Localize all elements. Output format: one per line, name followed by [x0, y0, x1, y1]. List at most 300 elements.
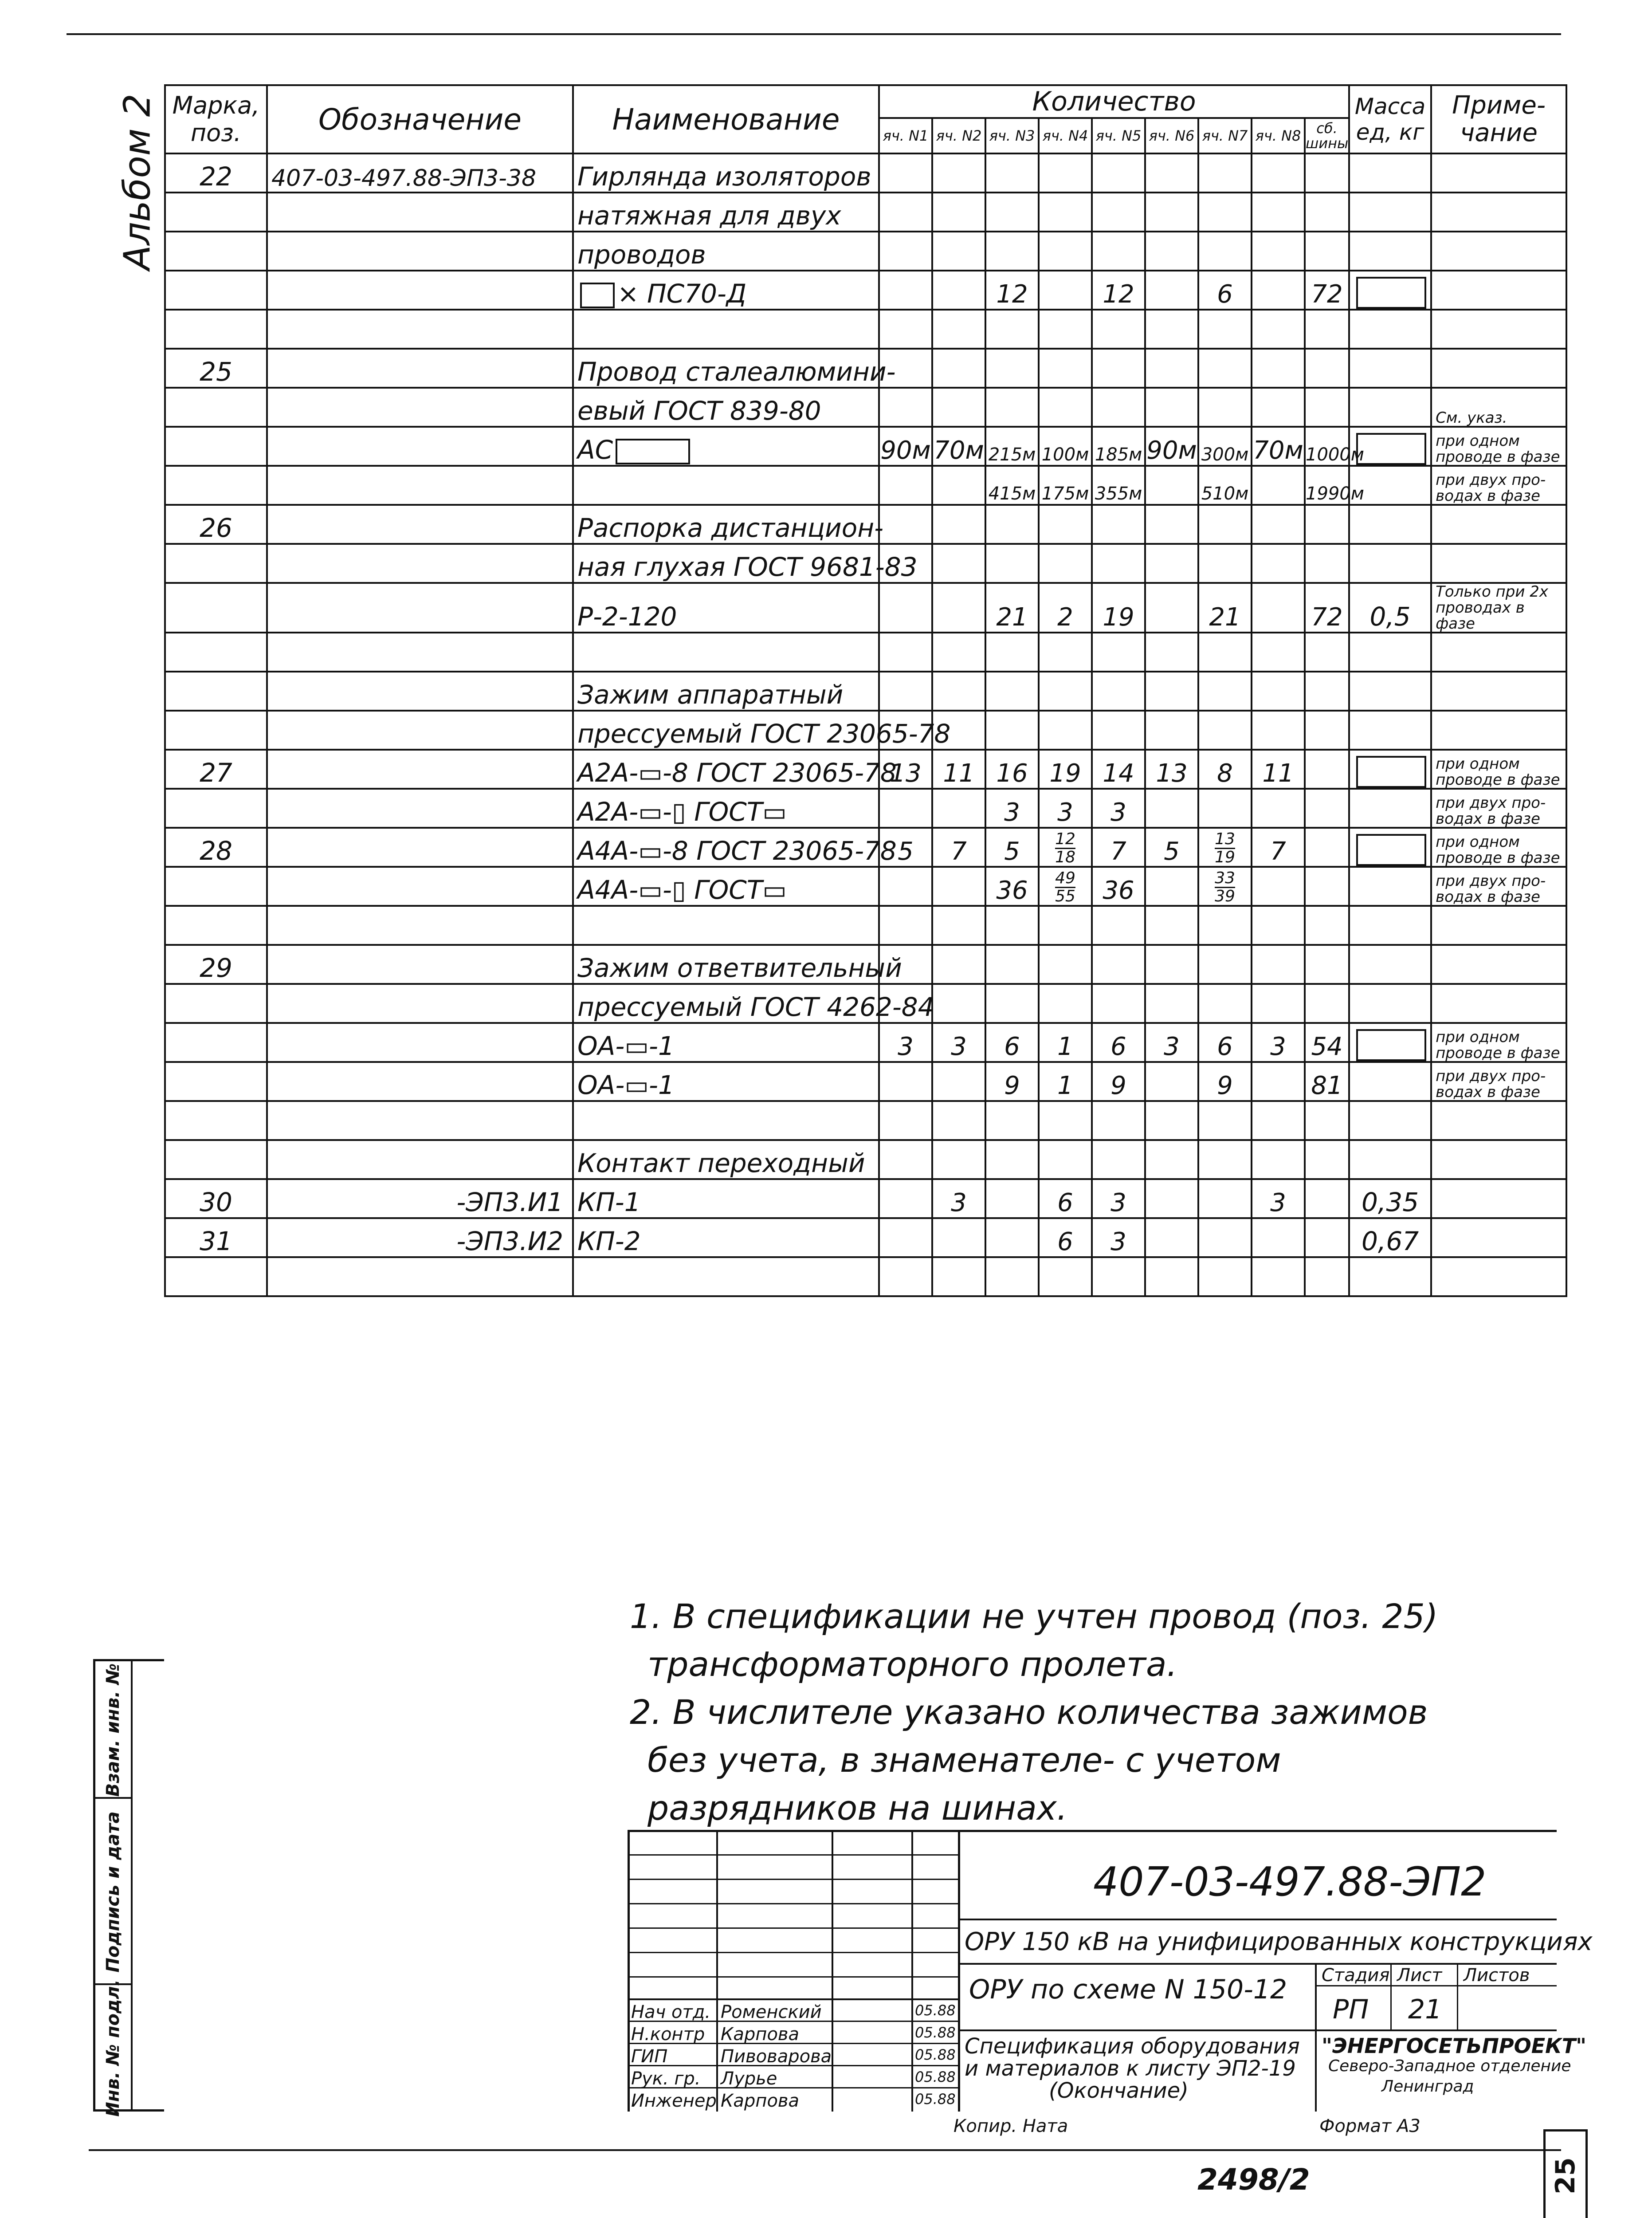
quantity-cell [1305, 1257, 1349, 1296]
name-cell [573, 310, 879, 349]
note-cell: Только при 2х проводах в фазе [1431, 583, 1566, 633]
quantity-cell [879, 1179, 932, 1218]
quantity-cell [879, 153, 932, 193]
quantity-cell [1145, 867, 1198, 906]
position-cell [165, 1062, 267, 1101]
quantity-cell [1305, 388, 1349, 427]
name-cell [573, 583, 879, 633]
designation-cell: -ЭП3.И1 [267, 1179, 573, 1218]
quantity-cell [985, 1179, 1039, 1218]
name-text: Гирлянда изоляторов [577, 161, 871, 192]
name-cell [573, 232, 879, 271]
quantity-cell [1252, 193, 1305, 232]
quantity-cell [1145, 349, 1198, 388]
quantity-cell [1252, 867, 1305, 906]
quantity-cell [1039, 505, 1092, 544]
quantity-cell: 9 [985, 1062, 1039, 1101]
note-cell [1431, 232, 1566, 271]
note-line: без учета, в знаменателе- с учетом [647, 1740, 1281, 1780]
person-date: 05.88 [915, 2046, 956, 2063]
quantity-cell: 12 [1092, 271, 1145, 310]
quantity-cell [1145, 310, 1198, 349]
person-role: Инженер [631, 2091, 717, 2111]
org-department: Северо-Западное отделение [1328, 2057, 1571, 2075]
quantity-cell [1145, 1101, 1198, 1140]
header-cell-6: яч. N6 [1145, 118, 1198, 153]
position-cell: 25 [165, 349, 267, 388]
person-name: Карпова [721, 2091, 800, 2111]
header-name: Наименование [573, 85, 879, 153]
table-row [165, 583, 1566, 633]
quantity-cell [932, 583, 985, 633]
quantity-cell: 510м [1198, 466, 1252, 505]
name-text: ОА-▭-1 [577, 1070, 675, 1100]
quantity-cell: 11 [932, 750, 985, 789]
designation-cell [267, 1062, 573, 1101]
note-cell [1431, 672, 1566, 711]
quantity-cell [985, 153, 1039, 193]
quantity-cell: 12 [985, 271, 1039, 310]
quantity-cell [1039, 711, 1092, 750]
quantity-cell [1092, 232, 1145, 271]
quantity-cell [932, 544, 985, 583]
header-quantity: Количество [879, 85, 1349, 118]
table-row [165, 1023, 1566, 1062]
note-cell: при двух про-водах в фазе [1431, 789, 1566, 828]
name-text: Зажим ответвительный [577, 953, 902, 983]
fraction-value: $\frac{13}{19}$ [1215, 830, 1235, 866]
quantity-cell [1305, 505, 1349, 544]
copied-by: Копир. Ната [954, 2116, 1068, 2136]
note-cell [1431, 1179, 1566, 1218]
quantity-cell: 3 [1145, 1023, 1198, 1062]
quantity-cell [932, 906, 985, 945]
mass-cell [1349, 867, 1431, 906]
designation-cell [267, 583, 573, 633]
name-cell [573, 984, 934, 1023]
note-cell: при двух про-водах в фазе [1431, 1062, 1566, 1101]
quantity-cell: 1990м [1305, 466, 1349, 505]
table-row [165, 867, 1566, 906]
quantity-cell [985, 1101, 1039, 1140]
side-cell-inventory [95, 1979, 131, 2117]
quantity-cell [932, 1140, 985, 1179]
quantity-cell: 1 [1039, 1023, 1092, 1062]
quantity-cell: 3 [879, 1023, 932, 1062]
position-cell: 28 [165, 828, 267, 867]
mass-cell [1349, 984, 1431, 1023]
quantity-cell [879, 1062, 932, 1101]
format-label: Формат А3 [1319, 2116, 1420, 2136]
quantity-cell [1039, 1140, 1092, 1179]
position-cell: 30 [165, 1179, 267, 1218]
org-name: "ЭНЕРГОСЕТЬПРОЕКТ" [1322, 2034, 1587, 2058]
header-note: Приме-чание [1431, 85, 1566, 153]
designation-cell: -ЭП3.И2 [267, 1218, 573, 1257]
quantity-cell [1198, 945, 1252, 984]
header-mark: Марка, поз. [165, 85, 267, 153]
position-cell [165, 906, 267, 945]
table-row [165, 1062, 1566, 1101]
quantity-cell [1145, 789, 1198, 828]
quantity-cell: 3 [1039, 789, 1092, 828]
mass-cell [1349, 544, 1431, 583]
quantity-cell: 3 [1092, 789, 1145, 828]
quantity-cell [1305, 672, 1349, 711]
quantity-cell [1039, 906, 1092, 945]
name-cell [573, 427, 879, 466]
quantity-cell [1252, 672, 1305, 711]
quantity-cell [1039, 1101, 1092, 1140]
quantity-cell: 14 [1092, 750, 1145, 789]
name-text: Провод сталеалюмини- [577, 357, 896, 387]
quantity-cell: 90м [1145, 427, 1198, 466]
quantity-cell: 70м [932, 427, 985, 466]
position-cell [165, 789, 267, 828]
note-cell: при двух про-водах в фазе [1431, 867, 1566, 906]
quantity-cell [879, 672, 932, 711]
quantity-cell [1198, 310, 1252, 349]
table-row [165, 789, 1566, 828]
name-cell [573, 672, 879, 711]
note-cell [1431, 945, 1566, 984]
header-mass: Масса ед, кг [1349, 85, 1431, 153]
note-line: 1. В спецификации не учтен провод (поз. 25) [630, 1597, 1438, 1636]
mass-cell [1349, 232, 1431, 271]
quantity-cell [1252, 789, 1305, 828]
table-row [165, 750, 1566, 789]
quantity-cell [1092, 310, 1145, 349]
designation-cell [267, 867, 573, 906]
name-cell [573, 828, 897, 867]
quantity-cell [932, 867, 985, 906]
quantity-cell [1252, 544, 1305, 583]
quantity-cell: 3 [985, 789, 1039, 828]
name-cell [573, 1257, 879, 1296]
quantity-cell [879, 505, 932, 544]
table-row [165, 505, 1566, 544]
mass-cell [1349, 505, 1431, 544]
quantity-cell [932, 232, 985, 271]
position-cell [165, 271, 267, 310]
side-label-signature: Подпись и дата [103, 1811, 123, 1973]
designation-cell [267, 193, 573, 232]
mass-cell [1349, 388, 1431, 427]
mass-cell [1349, 711, 1431, 750]
position-cell [165, 1257, 267, 1296]
quantity-cell: 16 [985, 750, 1039, 789]
quantity-cell [985, 945, 1039, 984]
note-cell: при одном проводе в фазе [1431, 750, 1566, 789]
name-text: Распорка дистанцион- [577, 513, 884, 543]
page-number-stamp [1543, 2129, 1588, 2218]
quantity-cell [985, 633, 1039, 672]
scheme-name: ОРУ по схеме N 150-12 [969, 1974, 1287, 2005]
quantity-cell: 13 [1145, 750, 1198, 789]
name-text: прессуемый ГОСТ 23065-78 [577, 719, 951, 749]
note-cell [1431, 349, 1566, 388]
table-row [165, 828, 1566, 867]
side-empty-column [131, 1661, 168, 2109]
quantity-cell [1039, 672, 1092, 711]
note-cell [1431, 711, 1566, 750]
quantity-cell [1092, 544, 1145, 583]
inventory-number: 2498/2 [1197, 2163, 1310, 2197]
name-cell [573, 1218, 879, 1257]
quantity-cell [1252, 633, 1305, 672]
table-row [165, 232, 1566, 271]
name-cell [573, 271, 879, 310]
quantity-cell [985, 544, 1039, 583]
blank-box [616, 439, 690, 464]
name-cell [573, 750, 897, 789]
quantity-cell [1305, 544, 1349, 583]
side-label-replacement: Взам. инв. № [103, 1663, 123, 1797]
designation-cell [267, 945, 573, 984]
quantity-cell [1252, 1101, 1305, 1140]
quantity-cell: 100м [1039, 427, 1092, 466]
quantity-cell: 6 [1039, 1218, 1092, 1257]
doc-title-line: и материалов к листу ЭП2-19 [965, 2056, 1296, 2081]
mass-cell [1349, 427, 1431, 466]
quantity-cell [1198, 349, 1252, 388]
mass-cell [1349, 1023, 1431, 1062]
blank-box [1356, 1029, 1426, 1061]
quantity-cell [1145, 1062, 1198, 1101]
quantity-cell [1198, 153, 1252, 193]
quantity-cell: 19 [1092, 583, 1145, 633]
note-cell [1431, 1257, 1566, 1296]
quantity-cell [985, 193, 1039, 232]
name-text: натяжная для двух [577, 201, 841, 231]
quantity-cell [1198, 828, 1252, 867]
quantity-cell [1198, 1218, 1252, 1257]
table-row [165, 711, 1566, 750]
mass-cell [1349, 271, 1431, 310]
name-cell [573, 505, 884, 544]
position-cell [165, 1101, 267, 1140]
quantity-cell [1092, 672, 1145, 711]
specification-table [164, 84, 1567, 1297]
position-cell [165, 984, 267, 1023]
quantity-cell [1305, 1218, 1349, 1257]
name-cell [573, 1062, 879, 1101]
note-cell [1431, 1101, 1566, 1140]
name-text: КП-1 [577, 1187, 641, 1217]
note-cell: при одном проводе в фазе [1431, 427, 1566, 466]
stage-label: Стадия [1322, 1965, 1390, 1986]
header-cell-7: яч. N7 [1198, 118, 1252, 153]
name-cell [573, 1140, 879, 1179]
quantity-cell: 90м [879, 427, 932, 466]
designation-cell [267, 388, 573, 427]
note-cell [1431, 1140, 1566, 1179]
quantity-cell [1198, 867, 1252, 906]
name-cell [573, 193, 879, 232]
quantity-cell [1092, 945, 1145, 984]
note-cell [1431, 153, 1566, 193]
quantity-cell [1305, 828, 1349, 867]
table-row [165, 1140, 1566, 1179]
quantity-cell: 6 [1039, 1179, 1092, 1218]
quantity-cell [1252, 232, 1305, 271]
quantity-cell [1039, 867, 1092, 906]
note-cell: См. указ. [1431, 388, 1566, 427]
table-row [165, 1257, 1566, 1296]
name-text: АС [577, 435, 613, 465]
designation-cell [267, 1140, 573, 1179]
quantity-cell [1252, 271, 1305, 310]
name-cell [573, 789, 879, 828]
quantity-cell [1092, 906, 1145, 945]
quantity-cell [1305, 1101, 1349, 1140]
name-text: А2А-▭-8 ГОСТ 23065-78 [577, 758, 897, 788]
mass-cell [1349, 672, 1431, 711]
name-cell [573, 906, 879, 945]
designation-cell [267, 1101, 573, 1140]
album-label: Альбом 2 [116, 94, 159, 270]
name-text: Контакт переходный [577, 1148, 865, 1178]
designation-cell [267, 271, 573, 310]
quantity-cell [1252, 466, 1305, 505]
mass-cell [1349, 1062, 1431, 1101]
quantity-cell [1305, 349, 1349, 388]
designation-cell [267, 349, 573, 388]
note-cell [1431, 271, 1566, 310]
page-number: 25 [1550, 2157, 1581, 2194]
quantity-cell [1198, 906, 1252, 945]
person-date: 05.88 [915, 2024, 956, 2041]
quantity-cell: 72 [1305, 583, 1349, 633]
fraction-value: $\frac{49}{55}$ [1055, 869, 1075, 905]
quantity-cell [1145, 153, 1198, 193]
quantity-cell [1145, 906, 1198, 945]
table-row [165, 906, 1566, 945]
quantity-cell: 36 [1092, 867, 1145, 906]
quantity-cell [1305, 789, 1349, 828]
designation-cell [267, 1023, 573, 1062]
blank-box [1356, 277, 1426, 309]
quantity-cell [932, 1257, 985, 1296]
quantity-cell [985, 1257, 1039, 1296]
table-row [165, 672, 1566, 711]
quantity-cell [932, 466, 985, 505]
position-cell [165, 867, 267, 906]
quantity-cell: 7 [1252, 828, 1305, 867]
note-cell [1431, 544, 1566, 583]
designation-cell [267, 906, 573, 945]
quantity-cell [932, 633, 985, 672]
quantity-cell [1198, 789, 1252, 828]
quantity-cell: 175м [1039, 466, 1092, 505]
quantity-cell [1145, 1257, 1198, 1296]
quantity-cell [1198, 193, 1252, 232]
position-cell [165, 583, 267, 633]
quantity-cell [1145, 672, 1198, 711]
designation-cell [267, 427, 573, 466]
quantity-cell [1145, 711, 1198, 750]
quantity-cell: 3 [1092, 1179, 1145, 1218]
quantity-cell [1145, 583, 1198, 633]
name-cell [573, 1101, 879, 1140]
quantity-cell [1198, 232, 1252, 271]
quantity-cell [879, 1101, 932, 1140]
quantity-cell [932, 505, 985, 544]
quantity-cell [985, 672, 1039, 711]
quantity-cell [1305, 633, 1349, 672]
designation-cell [267, 544, 573, 583]
table-row [165, 945, 1566, 984]
name-cell [573, 711, 951, 750]
project-name: ОРУ 150 кВ на унифицированных конструкциях [965, 1927, 1593, 1956]
quantity-cell [1145, 193, 1198, 232]
quantity-cell [1145, 466, 1198, 505]
fraction-value: $\frac{33}{39}$ [1215, 869, 1235, 905]
name-text: евый ГОСТ 839-80 [577, 396, 821, 426]
quantity-cell: 3 [1252, 1023, 1305, 1062]
table-row [165, 153, 1566, 193]
quantity-cell [1039, 193, 1092, 232]
name-cell [573, 349, 896, 388]
quantity-cell [1305, 1179, 1349, 1218]
header-cell-3: яч. N3 [985, 118, 1039, 153]
table-row [165, 466, 1566, 505]
person-date: 05.88 [915, 2091, 956, 2108]
quantity-cell [879, 310, 932, 349]
bottom-trim-line [89, 2149, 1561, 2151]
quantity-cell [985, 984, 1039, 1023]
quantity-cell [1252, 945, 1305, 984]
designation-cell [267, 1257, 573, 1296]
quantity-cell [1145, 1140, 1198, 1179]
quantity-cell [985, 1140, 1039, 1179]
name-cell [573, 466, 879, 505]
side-cell-signature [95, 1799, 131, 1985]
quantity-cell [1039, 310, 1092, 349]
mass-cell [1349, 789, 1431, 828]
quantity-cell [879, 388, 932, 427]
quantity-cell [1039, 945, 1092, 984]
header-cell-5: яч. N5 [1092, 118, 1145, 153]
quantity-cell [1198, 1179, 1252, 1218]
quantity-cell [1305, 232, 1349, 271]
quantity-cell [932, 388, 985, 427]
quantity-cell [1252, 349, 1305, 388]
quantity-cell [879, 906, 932, 945]
table-row [165, 1179, 1566, 1218]
quantity-cell: 185м [1092, 427, 1145, 466]
quantity-cell [932, 945, 985, 984]
designation-cell: 407-03-497.88-ЭП3-38 [267, 153, 573, 193]
table-row [165, 193, 1566, 232]
quantity-cell: 19 [1039, 750, 1092, 789]
quantity-cell [1305, 750, 1349, 789]
name-text: Зажим аппаратный [577, 680, 844, 710]
position-cell: 26 [165, 505, 267, 544]
quantity-cell [879, 1218, 932, 1257]
mass-cell [1349, 1257, 1431, 1296]
sheets-label: Листов [1464, 1965, 1530, 1986]
note-cell [1431, 505, 1566, 544]
quantity-cell [1145, 232, 1198, 271]
note-cell [1431, 1218, 1566, 1257]
quantity-cell: 3 [932, 1179, 985, 1218]
note-cell: при двух про-водах в фазе [1431, 466, 1566, 505]
quantity-cell [985, 711, 1039, 750]
quantity-cell [1145, 505, 1198, 544]
sheet-label: Лист [1397, 1965, 1442, 1986]
quantity-cell [1092, 984, 1145, 1023]
